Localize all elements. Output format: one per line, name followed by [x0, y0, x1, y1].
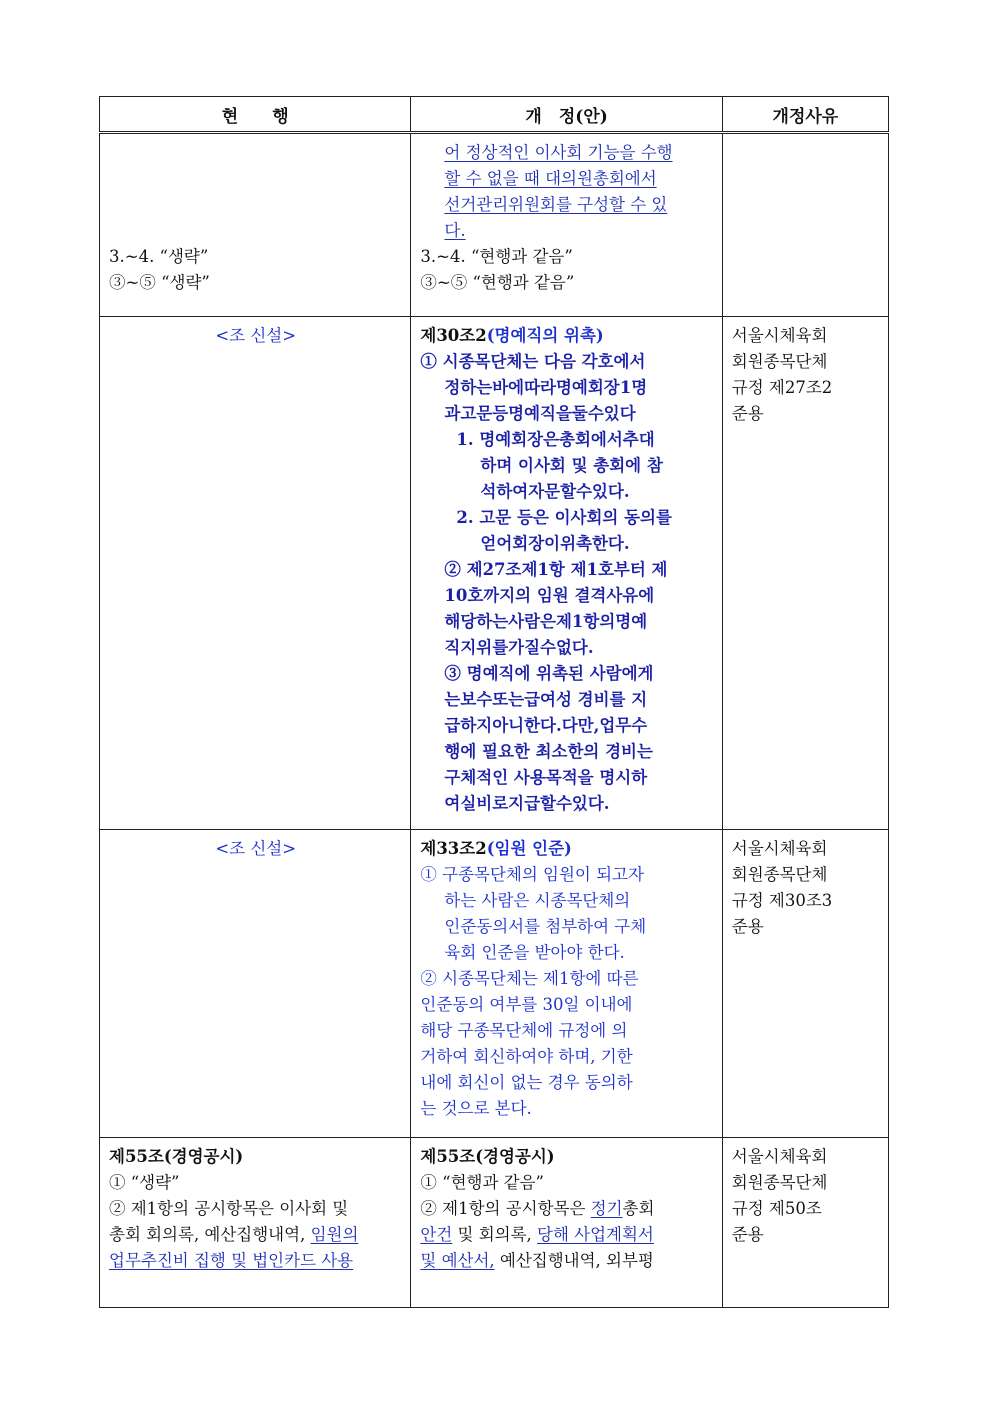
- cell-current: [100, 317, 411, 830]
- text-line: 해당 구종목단체에 규정에 의: [420, 1021, 628, 1040]
- article-number: 제30조2: [420, 326, 487, 345]
- text-line: 다.: [444, 221, 466, 240]
- cell-current: [100, 830, 411, 1138]
- cell-reason: [722, 830, 888, 1138]
- text-line: ① 시종목단체는 다음 각호에서: [420, 352, 646, 371]
- reason-line: 규정 제30조3: [731, 891, 833, 910]
- text-line: ② 제1항의 공시항목은 이사회 및: [109, 1199, 349, 1218]
- text-segment: ② 제1항의 공시항목은: [420, 1199, 591, 1218]
- cell-current: [100, 133, 411, 317]
- reason-line: 준용: [731, 917, 764, 936]
- text-line: 인준동의 여부를 30일 이내에: [420, 995, 633, 1014]
- comparison-table: [99, 96, 889, 1308]
- reason-line: 준용: [731, 404, 764, 423]
- cell-amendment: [411, 317, 722, 830]
- text-line: ③~⑤ “현행과 같음”: [420, 273, 575, 292]
- reason-line: 서울시체육회: [731, 839, 828, 858]
- text-segment: 및 예산서,: [420, 1251, 495, 1270]
- text-line: 는 것으로 본다.: [420, 1099, 532, 1118]
- header-current: 현 행: [100, 97, 411, 133]
- text-segment: 예산집행내역, 외부평: [494, 1251, 654, 1270]
- reason-line: 회원종목단체: [731, 865, 828, 884]
- text-line: 3.~4. “현행과 같음”: [420, 247, 573, 266]
- text-line: 정하는바에따라명예회장1명: [444, 378, 648, 397]
- text-line: 인준동의서를 첨부하여 구체: [444, 917, 647, 936]
- text-line: 구체적인 사용목적을 명시하: [444, 768, 648, 787]
- text-line: 얻어회장이위촉한다.: [480, 534, 630, 553]
- article-title: (명예직의 위촉): [486, 326, 604, 345]
- text-line: 10호까지의 임원 결격사유에: [444, 586, 655, 605]
- cell-reason: [722, 1138, 888, 1308]
- text-line: ③~⑤ “생략”: [109, 273, 210, 292]
- cell-amendment: [411, 830, 722, 1138]
- reason-line: 서울시체육회: [731, 326, 828, 345]
- table-row: [100, 830, 889, 1138]
- text-line: 해당하는사람은제1항의명예: [444, 612, 648, 631]
- table-row: [100, 317, 889, 830]
- reason-line: 준용: [731, 1225, 764, 1244]
- article-title: 제55조(경영공시): [109, 1147, 244, 1166]
- cell-reason: [722, 133, 888, 317]
- text-segment: 당해 사업계획서: [537, 1225, 654, 1244]
- header-row: [100, 97, 889, 133]
- cell-reason: [722, 317, 888, 830]
- text-segment: 안건: [420, 1225, 453, 1244]
- article-number: 제33조2: [420, 839, 487, 858]
- text-line: 행에 필요한 최소한의 경비는: [444, 742, 653, 761]
- text-line: 1. 명예회장은총회에서추대: [456, 430, 655, 449]
- text-line: 어 정상적인 이사회 기능을 수행: [444, 143, 673, 162]
- text-segment: 및 회의록,: [452, 1225, 538, 1244]
- text-line: 과고문등명예직을둘수있다: [444, 404, 636, 423]
- text-line: 석하여자문할수있다.: [480, 482, 630, 501]
- text-segment: 총회: [622, 1199, 655, 1218]
- reason-line: 회원종목단체: [731, 352, 828, 371]
- header-amendment: 개 정(안): [411, 97, 722, 133]
- text-line: 여실비로지급할수있다.: [444, 794, 610, 813]
- article-title: (임원 인준): [486, 839, 572, 858]
- text-line: 2. 고문 등은 이사회의 동의를: [456, 508, 672, 527]
- text-line: ① 구종목단체의 임원이 되고자: [420, 865, 644, 884]
- text-line: 할 수 없을 때 대의원총회에서: [444, 169, 657, 188]
- text-line: ② 시종목단체는 제1항에 따른: [420, 969, 639, 988]
- text-line: 3.~4. “생략”: [109, 247, 209, 266]
- text-line: 하며 이사회 및 총회에 참: [480, 456, 663, 475]
- table-row: [100, 1138, 889, 1308]
- table-row: [100, 133, 889, 317]
- reason-line: 규정 제50조: [731, 1199, 822, 1218]
- text-line: 급하지아니한다.다만,업무수: [444, 716, 648, 735]
- cell-amendment: [411, 1138, 722, 1308]
- text-segment: 임원의: [310, 1225, 359, 1244]
- text-line: ① “생략”: [109, 1173, 180, 1192]
- text-line: 거하여 회신하여야 하며, 기한: [420, 1047, 633, 1066]
- cell-current: [100, 1138, 411, 1308]
- new-article-note: <조 신설>: [215, 839, 297, 858]
- reason-line: 회원종목단체: [731, 1173, 828, 1192]
- new-article-note: <조 신설>: [215, 326, 297, 345]
- text-line: 직지위를가질수없다.: [444, 638, 594, 657]
- article-title: 제55조(경영공시): [420, 1147, 555, 1166]
- cell-amendment: [411, 133, 722, 317]
- text-line: 육회 인준을 받아야 한다.: [444, 943, 625, 962]
- reason-line: 규정 제27조2: [731, 378, 833, 397]
- text-segment: 정기: [590, 1199, 623, 1218]
- text-segment: 총회 회의록, 예산집행내역,: [109, 1225, 311, 1244]
- text-line: 내에 회신이 없는 경우 동의하: [420, 1073, 633, 1092]
- text-line: 하는 사람은 시종목단체의: [444, 891, 631, 910]
- header-reason: 개정사유: [722, 97, 888, 133]
- text-line: ① “현행과 같음”: [420, 1173, 544, 1192]
- text-line: 는보수또는급여성 경비를 지: [444, 690, 648, 709]
- text-line: 선거관리위원회를 구성할 수 있: [444, 195, 668, 214]
- text-line: ③ 명예직에 위촉된 사람에게: [444, 664, 654, 683]
- text-line: ② 제27조제1항 제1호부터 제: [444, 560, 668, 579]
- reason-line: 서울시체육회: [731, 1147, 828, 1166]
- text-segment: 업무추진비 집행 및 법인카드 사용: [109, 1251, 354, 1270]
